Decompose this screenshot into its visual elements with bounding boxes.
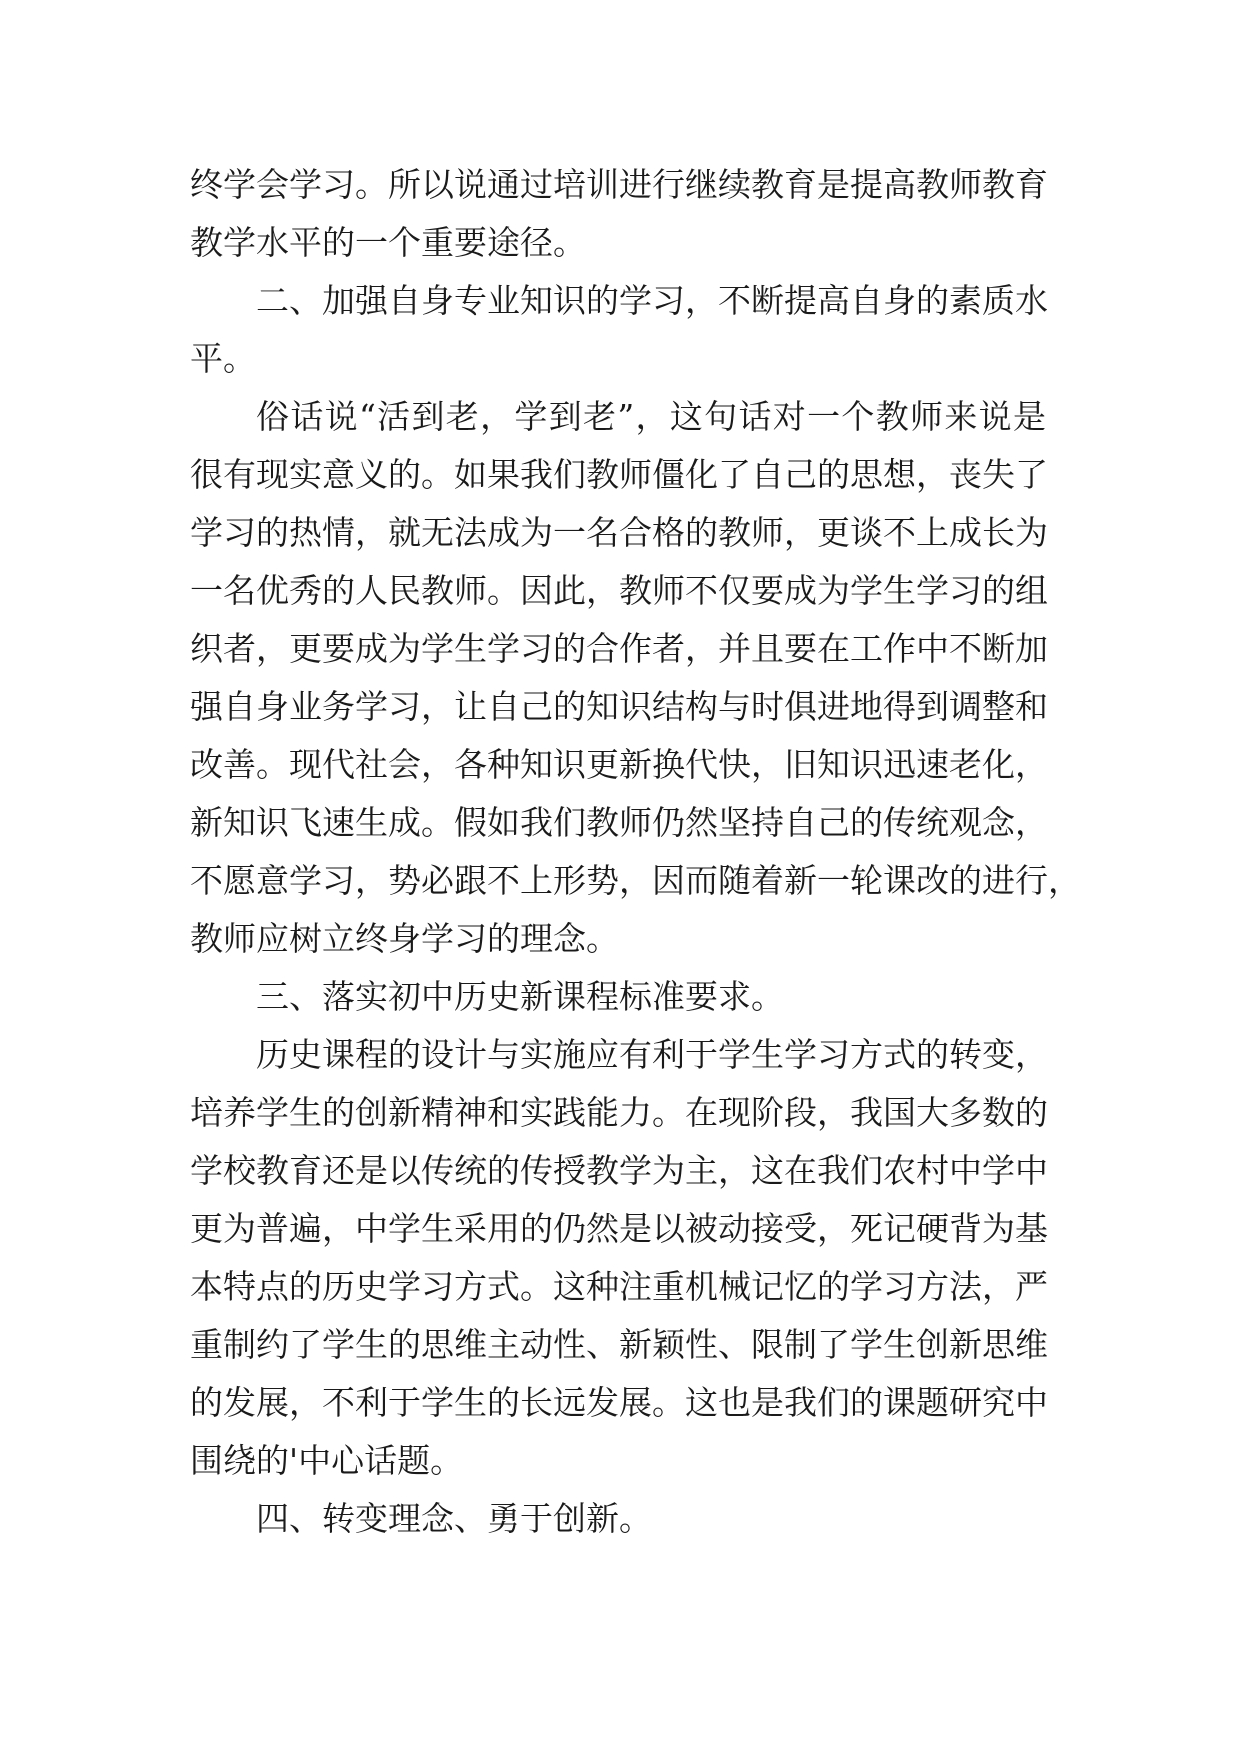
text-line: 新知识飞速生成。假如我们教师仍然坚持自己的传统观念，	[190, 803, 1048, 842]
text-line: 更为普遍，中学生采用的仍然是以被动接受，死记硬背为基	[190, 1209, 1048, 1248]
text-line: 四、转变理念、勇于创新。	[256, 1499, 652, 1538]
text-line: 学习的热情，就无法成为一名合格的教师，更谈不上成长为	[190, 513, 1048, 552]
text-line: 不愿意学习，势必跟不上形势，因而随着新一轮课改的进行，	[190, 861, 1081, 900]
text-line: 一名优秀的人民教师。因此，教师不仅要成为学生学习的组	[190, 571, 1048, 610]
text-line: 培养学生的创新精神和实践能力。在现阶段，我国大多数的	[190, 1093, 1048, 1132]
text-line: 平。	[190, 339, 256, 378]
text-line: 很有现实意义的。如果我们教师僵化了自己的思想，丧失了	[190, 455, 1048, 494]
text-line: 二、加强自身专业知识的学习，不断提高自身的素质水	[256, 281, 1048, 320]
text-line: 学校教育还是以传统的传授教学为主，这在我们农村中学中	[190, 1151, 1048, 1190]
text-line: 教学水平的一个重要途径。	[190, 223, 586, 262]
text-line: 改善。现代社会，各种知识更新换代快，旧知识迅速老化，	[190, 745, 1048, 784]
text-line: 重制约了学生的思维主动性、新颖性、限制了学生创新思维	[190, 1325, 1048, 1364]
text-line: 围绕的'中心话题。	[190, 1441, 464, 1480]
text-line: 强自身业务学习，让自己的知识结构与时俱进地得到调整和	[190, 687, 1048, 726]
text-line: 的发展，不利于学生的长远发展。这也是我们的课题研究中	[190, 1383, 1048, 1422]
text-line: 历史课程的设计与实施应有利于学生学习方式的转变，	[256, 1035, 1048, 1074]
text-line: 织者，更要成为学生学习的合作者，并且要在工作中不断加	[190, 629, 1048, 668]
text-line: 终学会学习。所以说通过培训进行继续教育是提高教师教育	[190, 165, 1048, 204]
text-line: 三、落实初中历史新课程标准要求。	[256, 977, 784, 1016]
text-line: 俗话说“活到老，学到老”，这句话对一个教师来说是	[256, 397, 1046, 436]
text-line: 教师应树立终身学习的理念。	[190, 919, 619, 958]
document-body	[190, 156, 1081, 1548]
text-line: 本特点的历史学习方式。这种注重机械记忆的学习方法，严	[190, 1267, 1048, 1306]
